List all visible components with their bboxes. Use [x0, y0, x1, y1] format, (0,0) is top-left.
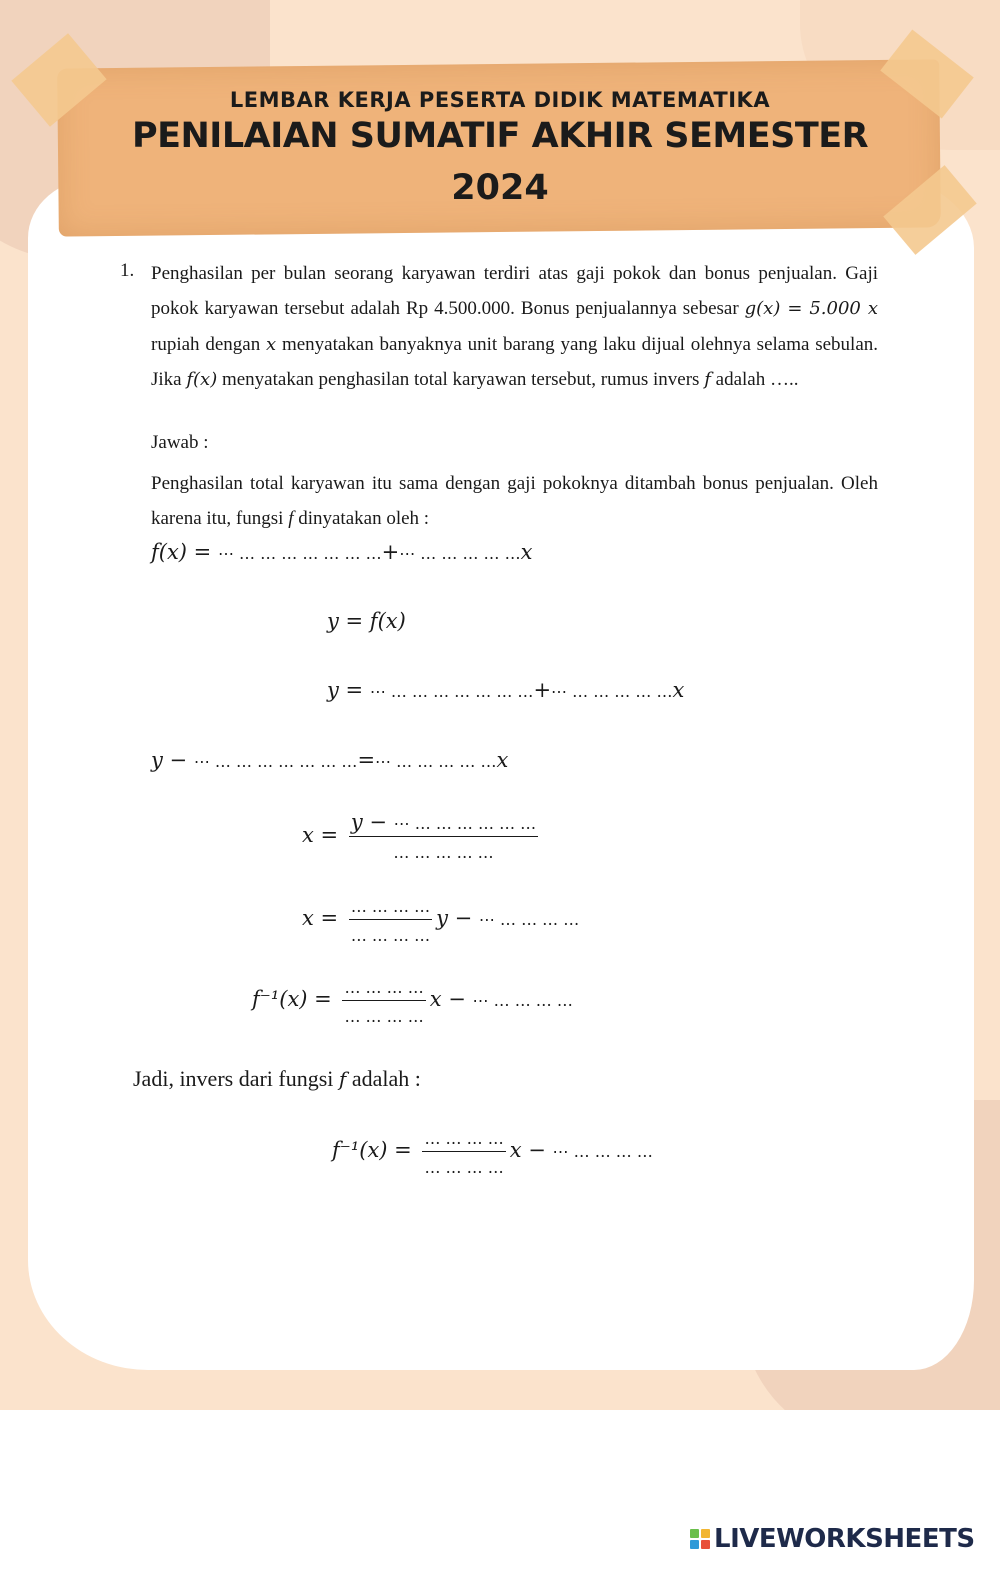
equation-final-inverse: f⁻¹(x) = $\frac{\dots \dots \dots \dots}{\dots \dots \dots \dots}$ x − ⋯ … … … …	[332, 1125, 653, 1178]
answer-blank[interactable]: ⋯ … … … …	[552, 1142, 653, 1161]
answer-blank[interactable]: ⋯ … … … … …	[399, 544, 521, 563]
answer-blank[interactable]: … … … …	[344, 1007, 424, 1026]
worksheet-subtitle: LEMBAR KERJA PESERTA DIDIK MATEMATIKA	[229, 88, 771, 112]
answer-blank[interactable]: … … … …	[350, 897, 431, 916]
worksheet-title: PENILAIAN SUMATIF AKHIR SEMESTER	[131, 116, 869, 156]
logo-icon	[690, 1529, 710, 1549]
answer-blank[interactable]: … … … …	[424, 1158, 504, 1177]
worksheet-year: 2024	[451, 168, 549, 208]
answer-explanation: Penghasilan total karyawan itu sama dengan gaji pokoknya ditambah bonus penjualan. Oleh karena itu, fungsi f dinyatakan oleh :	[151, 473, 878, 529]
answer-blank[interactable]: ⋯ … … … …	[478, 910, 580, 929]
answer-label: Jawab :	[151, 432, 209, 453]
brand-name: LIVEWORKSHEETS	[714, 1524, 975, 1554]
conclusion-text: Jadi, invers dari fungsi f adalah :	[133, 1066, 421, 1091]
equation-y: y = ⋯ … … … … … … …+⋯ … … … … …x	[327, 678, 685, 702]
fraction: $\frac{y - \cdots \dots \dots \dots \dots \dots \dots}{\dots \dots \dots \dots \dots}$	[350, 810, 537, 862]
equation-x-coefficient: x = $\frac{\dots \dots \dots \dots}{\dots \dots \dots \dots}$ y − ⋯ … … … …	[302, 893, 579, 946]
answer-blank[interactable]: ⋯ … … … … …	[551, 682, 673, 701]
answer-blank[interactable]: ⋯ … … … … … …	[393, 814, 537, 833]
fraction	[349, 893, 432, 946]
liveworksheets-logo	[690, 1524, 975, 1554]
answer-blank[interactable]: ⋯ … … … … …	[375, 752, 497, 771]
answer-blank[interactable]: ⋯ … … … … … … …	[217, 544, 382, 563]
equation-x-fraction: x = $\frac{y - \cdots \dots \dots \dots \dots \dots \dots}{\dots \dots \dots \dots \dots}$	[302, 810, 537, 862]
fraction	[422, 1125, 505, 1178]
equation-function: f(x) = ⋯ … … … … … … …+⋯ … … … … …x	[151, 540, 533, 564]
answer-blank[interactable]: … … … … …	[393, 843, 494, 862]
answer-blank[interactable]: ⋯ … … … …	[472, 991, 573, 1010]
answer-blank[interactable]: … … … …	[344, 978, 424, 997]
answer-blank[interactable]: ⋯ … … … … … … …	[193, 752, 358, 771]
answer-blank[interactable]: ⋯ … … … … … … …	[369, 682, 534, 701]
answer-blank[interactable]: … … … …	[424, 1129, 504, 1148]
question-number: 1.	[120, 260, 135, 281]
fraction	[342, 974, 425, 1027]
answer-blank[interactable]: … … … …	[350, 926, 431, 945]
question-text: Penghasilan per bulan seorang karyawan terdiri atas gaji pokok dan bonus penjualan. Gaji pokok karyawan tersebut adalah Rp 4.500.000. Bonus penjualannya sebesar g(x) = 5.000 x rupiah dengan x menyatakan banyaknya unit barang yang laku dijual olehnya selama sebulan. Jika f(x) menyatakan penghasilan total karyawan tersebut, rumus invers f adalah …..	[151, 263, 878, 390]
equation-y-equals-f: y = f(x)	[327, 609, 406, 633]
equation-inverse: f⁻¹(x) = $\frac{\dots \dots \dots \dots}{\dots \dots \dots \dots}$ x − ⋯ … … … …	[252, 974, 573, 1027]
equation-y-minus: y − ⋯ … … … … … … …=⋯ … … … … …x	[151, 748, 509, 772]
